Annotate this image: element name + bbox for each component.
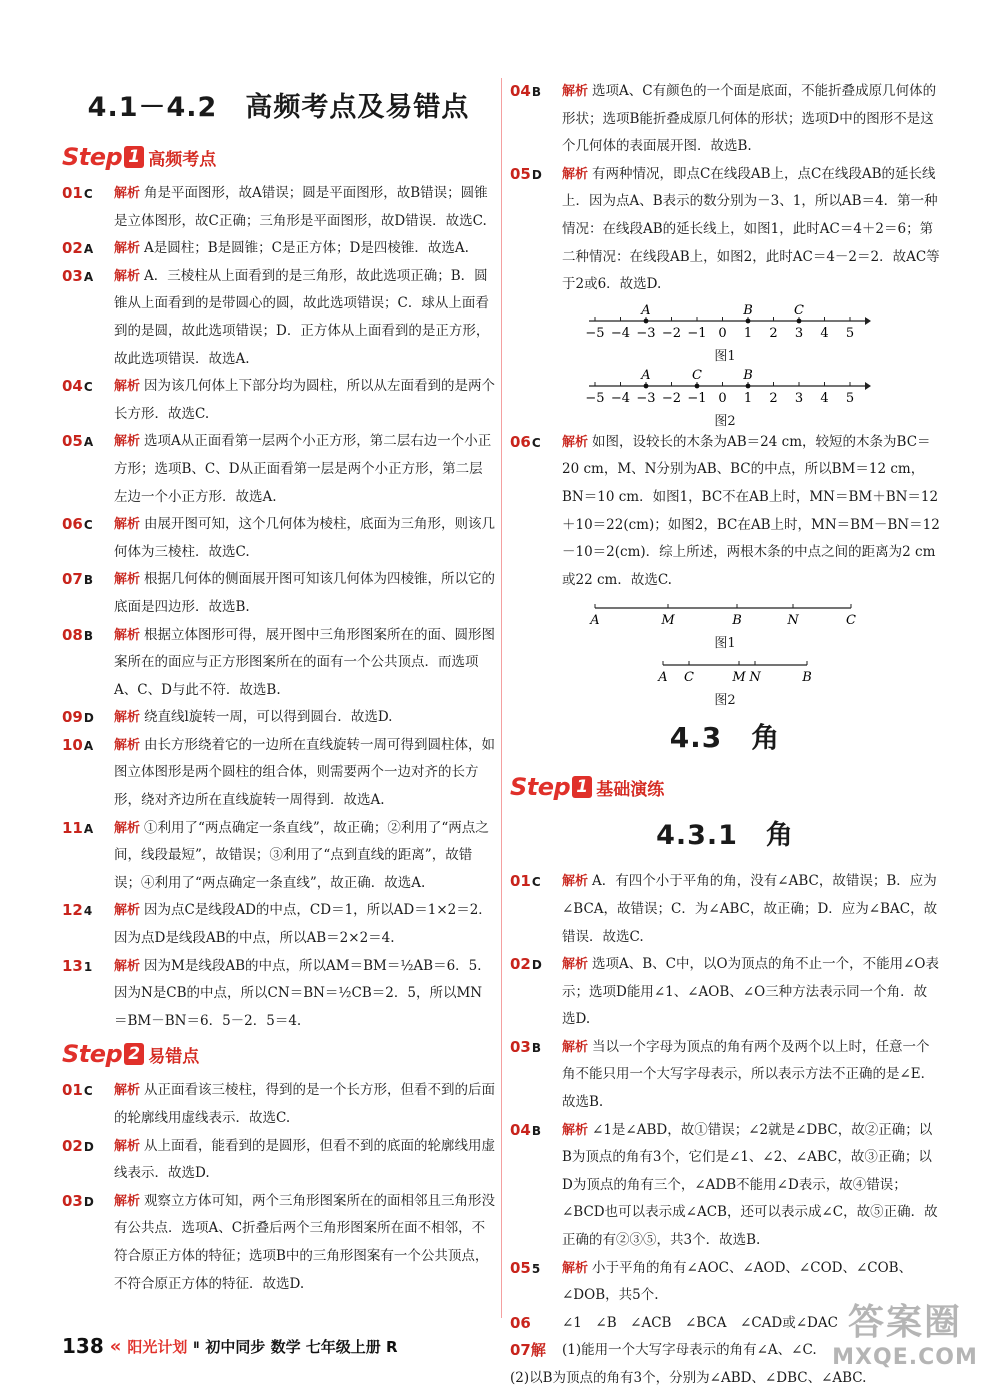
analysis-label: 解析 [562,1039,589,1055]
answer-item [510,868,940,951]
analysis-text: A．三棱柱从上面看到的是三角形，故此选项正确；B．圆锥从上面看到的是带圆心的圆，故此选项错误；C．球从上面看到的是圆，故此选项错误；D．正方体从上面看到的是正方形，故此选项错误．故选A. [114,267,490,367]
answer-item [62,428,495,511]
tick-label: 5 [845,390,855,406]
figure-caption: 图2 [714,693,736,709]
answer-choice: C [83,380,93,395]
point-C [695,383,700,388]
analysis-label: 解析 [114,241,141,257]
analysis-text: 根据几何体的侧面展开图可知该几何体为四棱锥，所以它的底面是四边形．故选B. [114,571,496,615]
analysis-label: 解析 [114,572,141,588]
answer-choice: D [83,1194,94,1209]
question-number: 07B [62,570,94,589]
question-number: 04B [510,82,542,100]
question-number: 05D [510,164,542,183]
segment-label-N: N [787,613,799,629]
analysis-label: 解析 [114,434,141,450]
analysis-text: 绕直线l旋转一周，可以得到圆台．故选D. [144,709,393,726]
question-number: 07解 [510,1341,546,1360]
analysis-label: 解析 [562,84,589,99]
question-number: 04B [510,1120,542,1139]
answer-item [510,1117,940,1255]
tick-label: −1 [687,390,707,406]
point-label-A: A [641,367,651,383]
high-frequency-list-continued [510,78,940,299]
analysis-text: 选项A、C有颜色的一个面是底面，不能折叠成原几何体的形状；选项B能折叠成原几何体的形状；选项D中的图形不是这个几何体的表面展开图．故选B. [562,83,937,155]
analysis-label: 解析 [562,874,589,890]
column-divider [501,78,502,1318]
question-number: 06 [510,1313,531,1332]
basic-practice-list [510,868,940,1310]
analysis-text: 当以一个字母为顶点的角有两个及两个以上时，任意一个角不能只用一个大写字母表示，所以表示方法不正确的是∠E．故选B. [562,1038,935,1111]
answer-choice: C [531,435,541,450]
tick-label: 4 [820,390,829,406]
tick-label: 0 [718,390,727,406]
segment-label-M: M [732,670,746,686]
high-frequency-list [62,180,495,1035]
analysis-text: 有两种情况，即点C在线段AB上，点C在线段AB的延长线上．因为点A、B表示的数分别为－3、1，所以AB＝4．第一种情况：在线段AB的延长线上，如图1，此时AC＝4＋2＝6；第二种情况：在线段AB上，如图2，此时AC＝4－2＝2．故AC等于2或6．故选D. [562,165,940,293]
analysis-label: 解析 [114,1193,141,1209]
axis-arrow-icon [865,317,871,325]
analysis-text: 因为该几何体上下部分均为圆柱，所以从左面看到的是两个长方形．故选C. [114,378,496,422]
answer-line-2: (2)以B为顶点的角有3个，分别为∠ABD、∠DBC、∠ABC. [510,1370,867,1386]
step-2-header [62,1037,495,1071]
page-number: 138 [62,1334,104,1358]
point-B [746,318,751,323]
answer-choice: 4 [83,904,93,919]
step-word: Step [62,143,123,171]
section-title-4-1-4-2: 4.1－4.2 高频考点及易错点 [87,92,470,123]
question-number: 08B [62,625,94,644]
answer-choice: B [531,1123,542,1138]
page-footer [62,1334,398,1358]
segment-label-B: B [732,613,742,629]
segment-label-N: N [749,670,761,686]
analysis-text: ∠1是∠ABD，故①错误；∠2就是∠DBC，故②正确；以B为顶点的角有3个，它们是∠1、∠2、∠ABC，故③正确；以D为顶点的角有三个，∠ADB不能用∠D表示，故④错误；∠BCD也可以表示成∠ACB，还可以表示成∠C，故⑤正确．故正确的有②③⑤，共3个．故选B. [562,1121,938,1249]
answer-item [510,1034,940,1117]
analysis-label: 解析 [114,820,141,836]
step-name: 高频考点 [148,149,217,170]
answer-choice: A [83,269,94,284]
tick-label: −4 [610,390,631,406]
analysis-text: 因为点C是线段AD的中点，CD＝1，所以AD＝1×2＝2．因为点D是线段AB的中点，所以AB＝2×2＝4. [114,902,492,947]
analysis-label: 解析 [114,737,141,753]
answer-item [510,161,940,299]
tick-label: −3 [636,325,656,341]
answer-item [62,704,495,732]
step-word: Step [62,1040,123,1069]
step-number: 2 [124,1043,144,1065]
analysis-text: 观察立方体可知，两个三角形图案所在的面相邻且三角形没有公共点．选项A、C折叠后两个三角形图案所在面不相邻，不符合原正方体的特征；选项B中的三角形图案有一个公共顶点，不符合原正方体的特征．故选D. [114,1192,496,1292]
answer-choice: B [83,573,94,588]
answer-choice: D [83,711,94,726]
tick-label: 0 [718,325,727,341]
answer-item [62,566,495,621]
tick-label: −5 [585,325,605,341]
answer-item [510,429,940,595]
analysis-text: 由展开图可知，这个几何体为棱柱，底面为三角形，则该几何体为三棱柱．故选C. [114,516,496,560]
analysis-text: 从上面看，能看到的是圆形，但看不到的底面的轮廓线用虚线表示．故选D. [114,1137,496,1182]
answer-choice: C [531,875,541,890]
tick-label: −2 [661,325,682,341]
analysis-label: 解析 [114,186,141,201]
question-number: 02D [510,955,542,974]
analysis-label: 解析 [114,268,141,284]
number-line-figure-2 [575,366,875,410]
question-number: 01C [62,184,93,202]
tick-label: −5 [585,390,605,406]
analysis-text: 由长方形绕着它的一边所在直线旋转一周可得到圆柱体，如图立体图形是两个圆柱的组合体，则需要两个一边对齐的长方形，绕对齐边所在直线旋转一周得到．故选A. [114,736,496,809]
figure-caption: 图2 [714,413,736,429]
watermark-line-2: MXQE.COM [832,1345,978,1370]
error-prone-list [62,1077,495,1298]
left-column [62,78,495,1298]
analysis-label: 解析 [114,958,141,974]
answer-item [62,622,495,705]
watermark [830,1300,980,1380]
answer-choice: B [531,85,542,99]
answer-item [62,1133,495,1188]
question-number: 06C [62,515,93,534]
question-number: 124 [62,901,93,920]
answer-choice: A [83,242,94,257]
segment-label-A: A [590,613,600,629]
point-A [644,383,649,388]
analysis-label: 解析 [562,434,589,450]
answer-item [62,897,495,952]
question-number: 01C [510,872,541,891]
segment-label-A: A [658,670,668,686]
analysis-label: 解析 [562,957,589,973]
answer-choice: 1 [83,959,93,974]
analysis-text: 选项A、B、C中，以O为顶点的角不止一个，不能用∠O表示；选项D能用∠1、∠AOB、∠O三种方法表示同一个角．故选D. [562,956,939,1028]
tick-label: 5 [845,325,855,341]
step-1-header [510,770,940,804]
point-label-C: C [692,367,702,383]
analysis-label: 解析 [114,517,141,533]
question-number: 055 [510,1258,541,1277]
analysis-text: ①利用了“两点确定一条直线”，故正确；②利用了“两点之间，线段最短”，故错误；③利用了“点到直线的距离”，故错误；④利用了“两点确定一条直线”，故正确．故选A. [114,819,489,891]
step-name: 易错点 [148,1046,200,1067]
question-number: 03B [510,1037,542,1056]
tick-label: 4 [820,325,829,341]
number-line-figure-1 [575,301,875,345]
figure-caption: 图1 [714,348,736,364]
question-number: 10A [62,735,94,754]
axis-arrow-icon [865,382,871,390]
analysis-text: A是圆柱；B是圆锥；C是正方体；D是四棱锥．故选A. [144,240,469,257]
answer-item [62,1188,495,1298]
analysis-text: 如图，设较长的木条为AB＝24 cm，较短的木条为BC＝20 cm，M、N分别为AB、BC的中点，所以BM＝12 cm，BN＝10 cm．如图1，BC不在AB上时，MN＝BM＋BN＝12＋10＝22(cm)；如图2，BC在AB上时，MN＝BM－BN＝12－10＝2(cm)．综上所述，两根木条的中点之间的距离为2 cm或22 cm．故选C. [562,433,940,588]
answer-item [62,180,495,235]
answer-item [62,1077,495,1132]
analysis-text: 选项A从正面看第一层两个小正方形，第二层右边一个小正方形；选项B、C、D从正面看第一层是两个小正方形，第二层左边一个小正方形．故选A. [114,433,492,505]
question-number: 06C [510,432,541,451]
question-number: 03A [62,266,94,285]
segment-label-C: C [684,670,694,686]
tick-label: 2 [769,390,778,406]
question-number: 01C [62,1081,93,1100]
tick-label: −3 [636,390,656,406]
answer-text: ∠1 ∠B ∠ACB ∠BCA ∠CAD或∠DAC [562,1314,838,1331]
question-number: 11A [62,818,94,837]
analysis-text: 角是平面图形，故A错误；圆是平面图形，故B错误；圆锥是立体图形，故C正确；三角形是平面图形，故D错误．故选C. [114,185,488,229]
answer-item [62,373,495,428]
analysis-text: 从正面看该三棱柱，得到的是一个长方形，但看不到的后面的轮廓线用虚线表示．故选C. [114,1082,496,1126]
book-description: 初中同步 数学 七年级上册 R [205,1337,398,1356]
step-number: 1 [572,776,592,798]
segment-figure-1 [575,596,875,632]
analysis-label: 解析 [562,166,589,182]
step-name: 基础演练 [596,779,665,800]
answer-choice: D [83,1139,94,1154]
analysis-label: 解析 [114,627,141,643]
analysis-label: 解析 [562,1122,589,1138]
analysis-text: 小于平角的角有∠AOC、∠AOD、∠COD、∠COB、∠DOB，共5个. [562,1259,913,1304]
item-06 [510,429,940,595]
watermark-line-1: 答案圈 [847,1302,962,1343]
question-number: 04C [62,377,93,396]
point-label-B: B [743,302,753,318]
answer-item [62,953,495,1036]
tick-label: 3 [794,325,804,341]
answer-item [62,263,495,373]
tick-label: 1 [743,390,753,406]
analysis-text: A．有四个小于平角的角，没有∠ABC，故错误；B．应为∠BCA，故错误；C．为∠ABC，故正确；D．应为∠BAC，故错误．故选C. [562,873,938,945]
tick-label: −2 [661,390,682,406]
answer-choice: A [83,738,94,753]
answer-item [62,511,495,566]
answer-item [62,732,495,815]
analysis-label: 解析 [114,1083,141,1099]
question-number: 09D [62,708,94,727]
analysis-label: 解析 [114,903,141,919]
answer-choice: 5 [531,1261,541,1276]
answer-choice: C [83,187,93,201]
segment-figure-2 [575,653,875,689]
tick-label: 1 [743,325,753,341]
right-column [510,78,940,1393]
point-label-A: A [641,302,651,318]
figure-caption: 图1 [714,636,736,652]
answer-line-1: (1)能用一个大写字母表示的角有∠A、∠C. [562,1342,817,1359]
question-number: 02D [62,1136,94,1155]
question-number: 131 [62,956,93,975]
answer-choice: D [531,167,542,182]
section-title-4-3-1: 4.3.1 角 [656,820,794,852]
answer-choice: A [83,821,94,836]
point-label-B: B [743,367,753,383]
analysis-text: 根据立体图形可得，展开图中三角形图案所在的面、圆形图案所在的面应与正方形图案所在的面有一个公共顶点．而选项A、C、D与此不符．故选B. [114,626,496,698]
step-word: Step [510,773,571,802]
question-number: 02A [62,239,94,258]
answer-choice: B [531,1040,542,1055]
question-number: 03D [62,1191,94,1210]
question-number: 05A [62,432,94,451]
segment-label-M: M [661,613,675,629]
point-C [797,318,802,323]
step-1-header [62,140,495,174]
answer-item [62,235,495,263]
answer-choice: D [531,958,542,973]
point-label-C: C [794,302,804,318]
answer-choice: A [83,435,94,450]
tick-label: 2 [769,325,778,341]
section-title-4-3: 4.3 角 [669,721,781,755]
double-chevron-icon: « [109,1335,122,1357]
segment-label-C: C [846,613,856,629]
point-A [644,318,649,323]
answer-choice: B [83,628,94,643]
tick-label: −4 [610,325,631,341]
analysis-label: 解析 [114,710,141,726]
answer-item [510,951,940,1034]
analysis-text: 因为M是线段AB的中点，所以AM＝BM＝½AB＝6．5．因为N是CB的中点，所以CN＝BN＝½CB＝2．5，所以MN＝BM－BN＝6．5－2．5＝4. [114,957,491,1029]
tick-label: −1 [687,325,707,341]
analysis-label: 解析 [114,379,141,395]
point-B [746,383,751,388]
analysis-label: 解析 [114,1138,141,1154]
brand-superscript: Ⅱ [193,1341,200,1351]
answer-choice: C [83,1084,93,1099]
brand-name: 阳光计划 [127,1337,188,1356]
tick-label: 3 [794,390,804,406]
answer-item [510,78,940,161]
analysis-label: 解析 [562,1260,589,1276]
answer-choice: C [83,518,93,533]
answer-item [62,815,495,898]
step-number: 1 [124,146,144,168]
segment-label-B: B [802,670,812,686]
